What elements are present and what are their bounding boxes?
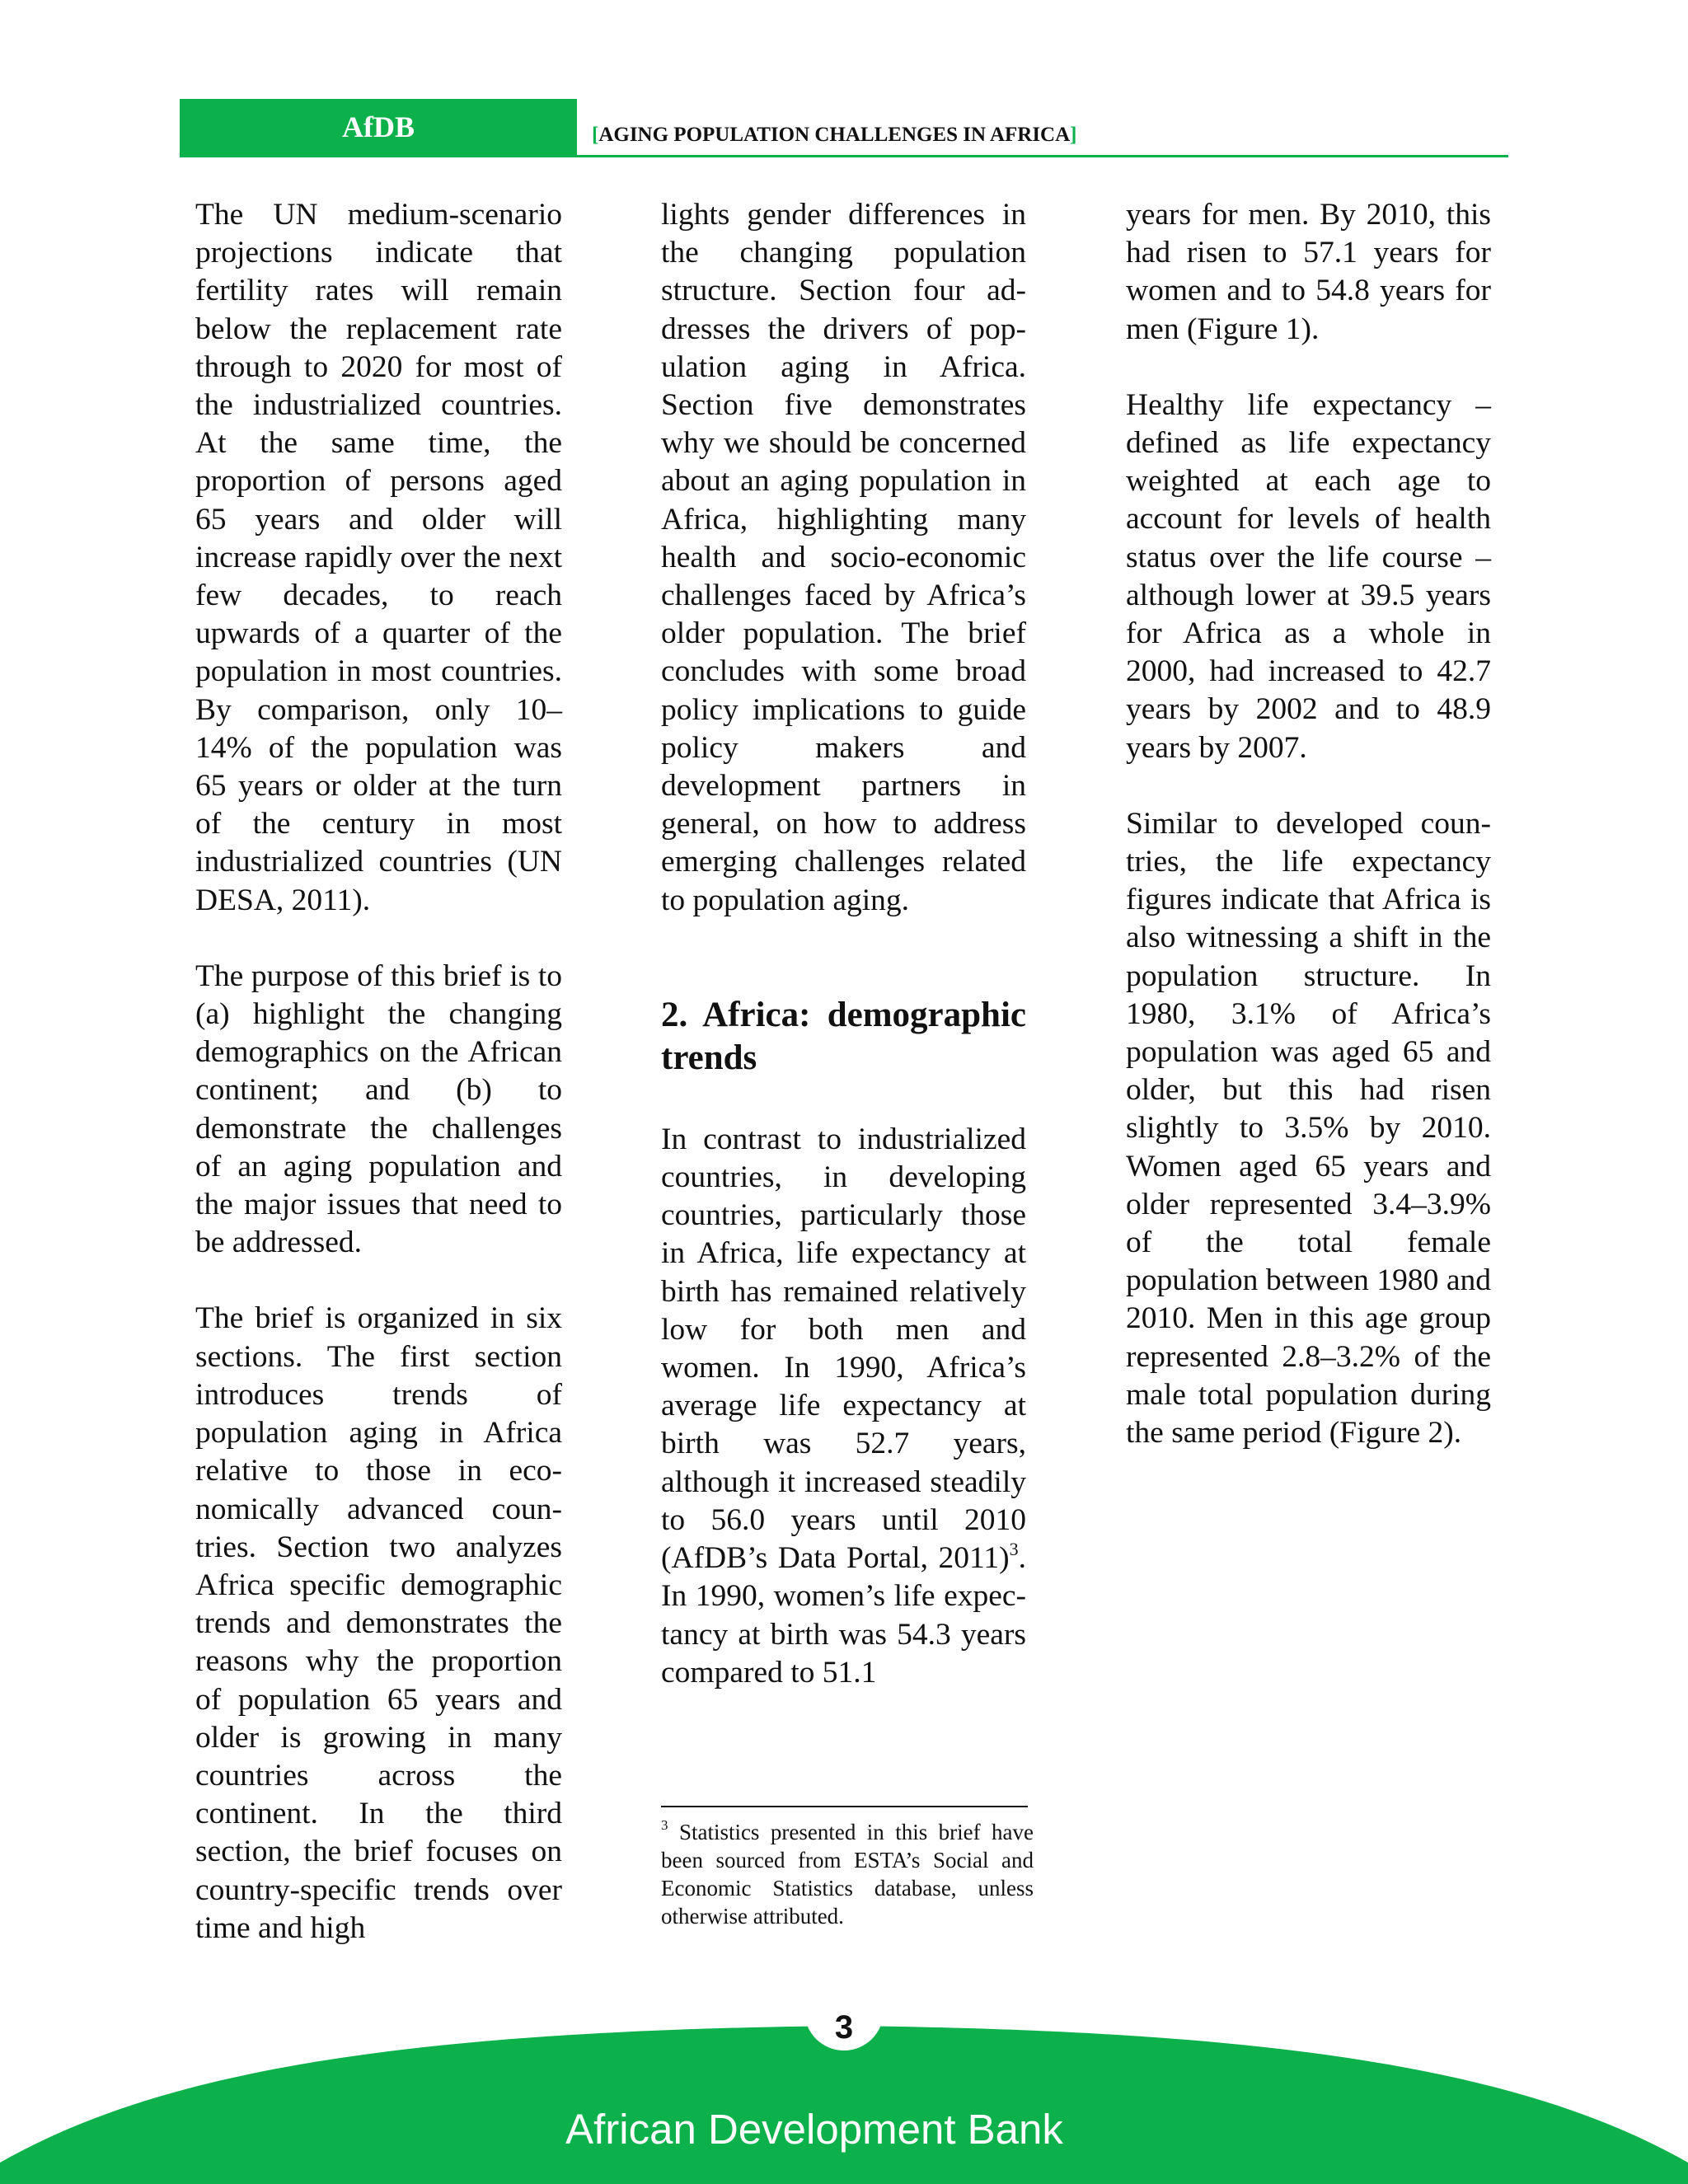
header-bracket-open: [ xyxy=(592,124,599,146)
footnote-text: Statistics presented in this brief have been sourced from ESTA’s Social and Economic Statistics database, unless otherwise attributed. xyxy=(661,1820,1034,1929)
footer-org-name: African Development Bank xyxy=(565,2106,1063,2153)
footnote-reference: 3 xyxy=(1009,1538,1019,1559)
page-number: 3 xyxy=(834,2009,854,2046)
footnote xyxy=(661,1818,1034,1930)
paragraph: The UN medium-scenario projections indicate that fertility rates will remain below the replacement rate through to 2020 for most of the industrialized countries. At the same time, the proportion of persons aged 65 years and older will increase rapidly over the next few decades, to reach upwards of a quarter of the population in most countries. By comparison, only 10–14% of the population was 65 years or older at the turn of the century in most industrialized countries (UN DESA, 2011). xyxy=(195,198,562,917)
paragraph: lights gender differences in the changing population structure. Section four addresses the drivers of population aging in Africa. Section five demonstrates why we should be concerned about an aging population in Africa, highlighting many health and socio-economic challenges faced by Africa’s older population. The brief concludes with some broad policy implications to guide policy makers and development partners in general, on how to address emerging challenges related to population aging. xyxy=(661,198,1026,917)
paragraph: Similar to developed countries, the life expectancy figures indicate that Africa is also witnessing a shift in the population structure. In 1980, 3.1% of Africa’s population was aged 65 and older, but this had risen slightly to 3.5% by 2010. Women aged 65 years and older represented 3.4–3.9% of the total female population between 1980 and 2010. Men in this age group represented 2.8–3.2% of the male total population during the same period (Figure 2). xyxy=(1126,806,1491,1451)
header-title-text: AGING POPULATION CHALLENGES IN AFRICA xyxy=(598,124,1071,146)
paragraph-text: . In 1990, women’s life expectancy at birth was 54.3 years compared to 51.1 xyxy=(661,1541,1026,1690)
footnote-number: 3 xyxy=(661,1817,668,1833)
header-org-label: AfDB xyxy=(342,110,415,143)
text-column-2 xyxy=(661,196,1026,1730)
paragraph: Healthy life expectancy – defined as life expectancy weighted at each age to account for levels of health status over the life course – although lower at 39.5 years for Africa as a whole in 2000, had increased to 42.7 years by 2002 and to 48.9 years by 2007. xyxy=(1126,387,1491,765)
paragraph: years for men. By 2010, this had risen to 57.1 years for women and to 54.8 years for men (Figure 1). xyxy=(1126,198,1491,346)
header-bracket-close: ] xyxy=(1070,124,1077,146)
paragraph xyxy=(661,1121,1026,1692)
header-rule xyxy=(180,155,1508,157)
text-column-1 xyxy=(195,196,562,1985)
paragraph: The purpose of this brief is to (a) highlight the changing demographics on the African continent; and (b) to demonstrate the challenges of an aging population and the major issues that need to be addressed. xyxy=(195,958,562,1260)
section-heading: 2. Africa: demographic trends xyxy=(661,995,1026,1077)
paragraph-text: In contrast to industrialized countries, in developing countries, particularly those in Africa, life expectancy at birth has remained relatively low for both men and women. In 1990, Africa’s average life expectancy at birth was 52.7 years, although it increased steadily to 56.0 years until 2010 (AfDB’s Data Portal, 2011) xyxy=(661,1122,1026,1576)
text-column-3 xyxy=(1126,196,1491,1490)
footnote-divider xyxy=(661,1806,1028,1807)
paragraph: The brief is organized in six sections. The first section introduces trends of population aging in Africa relative to those in economically advanced countries. Section two analyzes Africa specific demographic trends and demonstrates the reasons why the proportion of population 65 years and older is growing in many countries across the continent. In the third section, the brief focuses on country-specific trends over time and high xyxy=(195,1301,562,1945)
header-title xyxy=(592,117,1076,153)
